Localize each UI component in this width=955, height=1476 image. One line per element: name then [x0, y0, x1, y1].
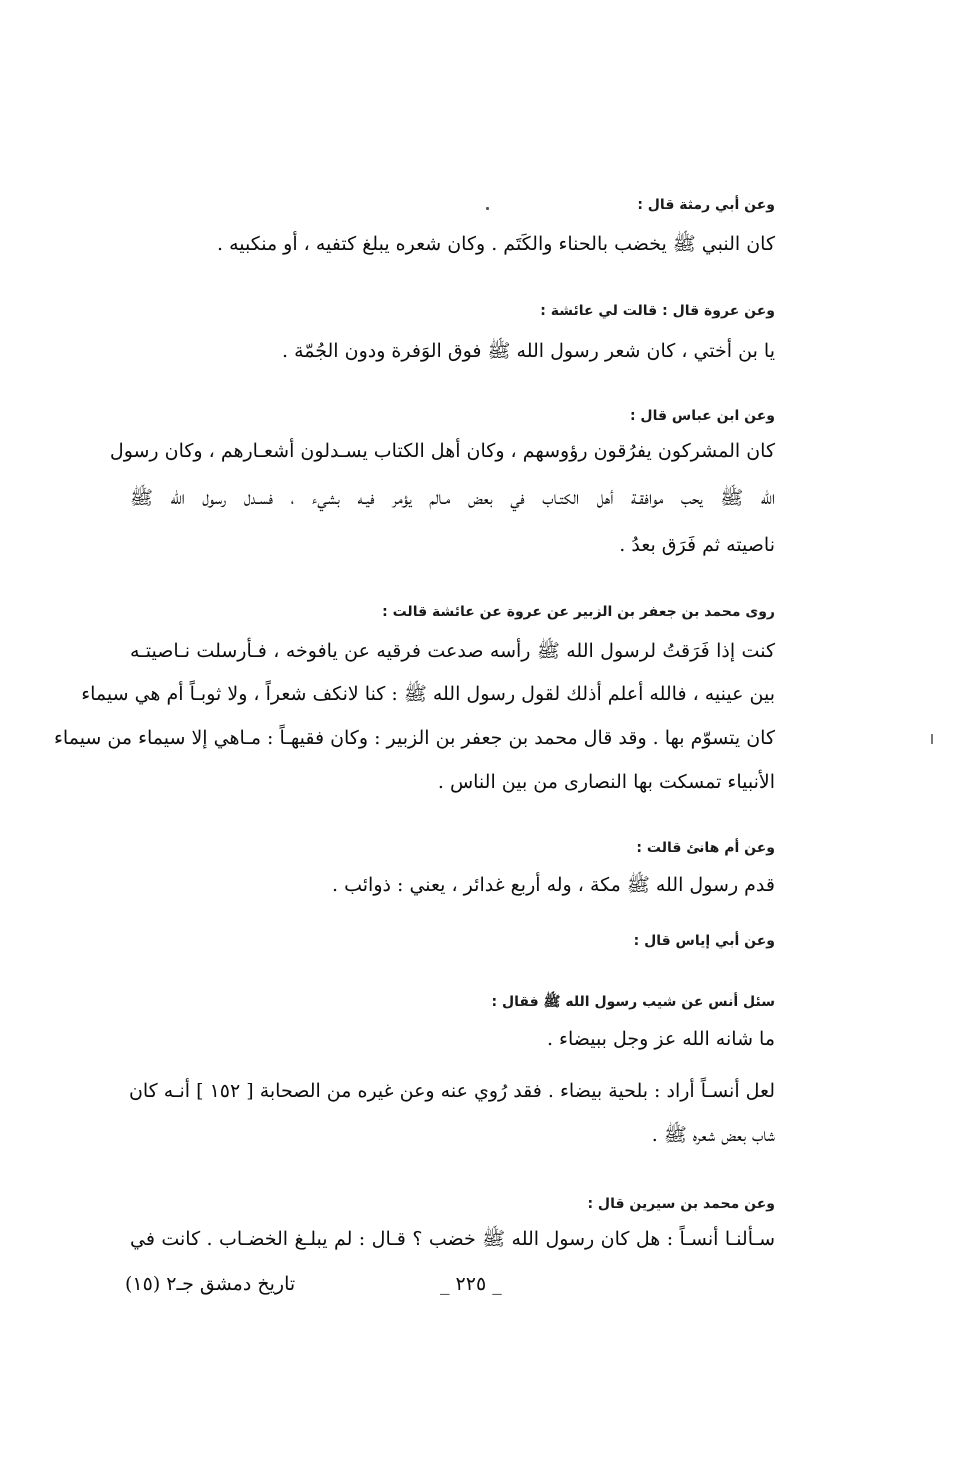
- section-heading: وعن أبي إياس قال :: [633, 933, 775, 949]
- footer-page-number: _ ٢٢٥ _: [440, 1273, 502, 1295]
- body-line: يا بن أختي ، كان شعر رسول الله ﷺ فوق الوَفرة ودون الجُمّة .: [282, 340, 775, 362]
- body-line: ما شانه الله عز وجل ببيضاء .: [546, 1028, 775, 1050]
- body-line: شاب بعض شعره ﷺ .: [651, 1124, 775, 1146]
- section-heading: وعن أم هانئ قالت :: [636, 840, 775, 856]
- scan-speck: [486, 207, 489, 210]
- body-line: الأنبياء تمسكت بها النصارى من بين الناس .: [437, 771, 775, 793]
- section-heading: وعن محمد بن سيرين قال :: [587, 1196, 775, 1212]
- body-line: سـألنـا أنسـاً : هل كان رسول الله ﷺ خضب ؟ قـال : لم يبلـغ الخضـاب . كانت في: [130, 1228, 775, 1250]
- section-heading: وعن عروة قال : قالت لي عائشة :: [540, 303, 775, 319]
- section-heading: سئل أنس عن شيب رسول الله ﷺ فقال :: [491, 994, 775, 1010]
- body-line: الله ﷺ يحب موافقـة أهل الكتـاب في بعض مـالم يؤمر فيـه بشيء ، فسـدل رسول الله ﷺ: [130, 487, 775, 509]
- section-heading: وعن ابن عباس قال :: [629, 408, 775, 424]
- body-line: كنت إذا فَرَقتُ لرسول الله ﷺ رأسه صدعت فرقيه عن يافوخه ، فـأرسلت نـاصيتـه: [130, 640, 775, 662]
- section-heading: وعن أبي رمثة قال :: [637, 197, 775, 213]
- footer-book-title: تاريخ دمشق جـ٢ (١٥): [125, 1273, 296, 1295]
- body-line: كان المشركون يفرُقون رؤوسهم ، وكان أهل الكتاب يسـدلون أشعـارهم ، وكان رسول: [109, 440, 775, 462]
- body-line: ناصيته ثم فَرَق بعدُ .: [619, 534, 775, 556]
- body-line: بين عينيه ، فالله أعلم أذلك لقول رسول الله ﷺ : كنا لانكف شعراً ، ولا ثوبـاً أم هي سيماء: [81, 683, 775, 705]
- body-line: لعل أنسـاً أراد : بلحية بيضاء . فقد رُوي عنه وعن غيره من الصحابة [ ١٥٢ ] أنـه كان: [128, 1080, 775, 1102]
- scan-margin-mark: [931, 734, 933, 744]
- body-line: قدم رسول الله ﷺ مكة ، وله أربع غدائر ، يعني : ذوائب .: [332, 874, 775, 896]
- body-line: كان النبي ﷺ يخضب بالحناء والكَتَم . وكان شعره يبلغ كتفيه ، أو منكبيه .: [217, 233, 775, 255]
- section-heading: روى محمد بن جعفر بن الزبير عن عروة عن عائشة قالت :: [382, 604, 775, 620]
- body-line: كان يتسوّم بها . وقد قال محمد بن جعفر بن الزبير : وكان فقيهـاً : مـاهي إلا سيماء من سيماء: [53, 727, 775, 749]
